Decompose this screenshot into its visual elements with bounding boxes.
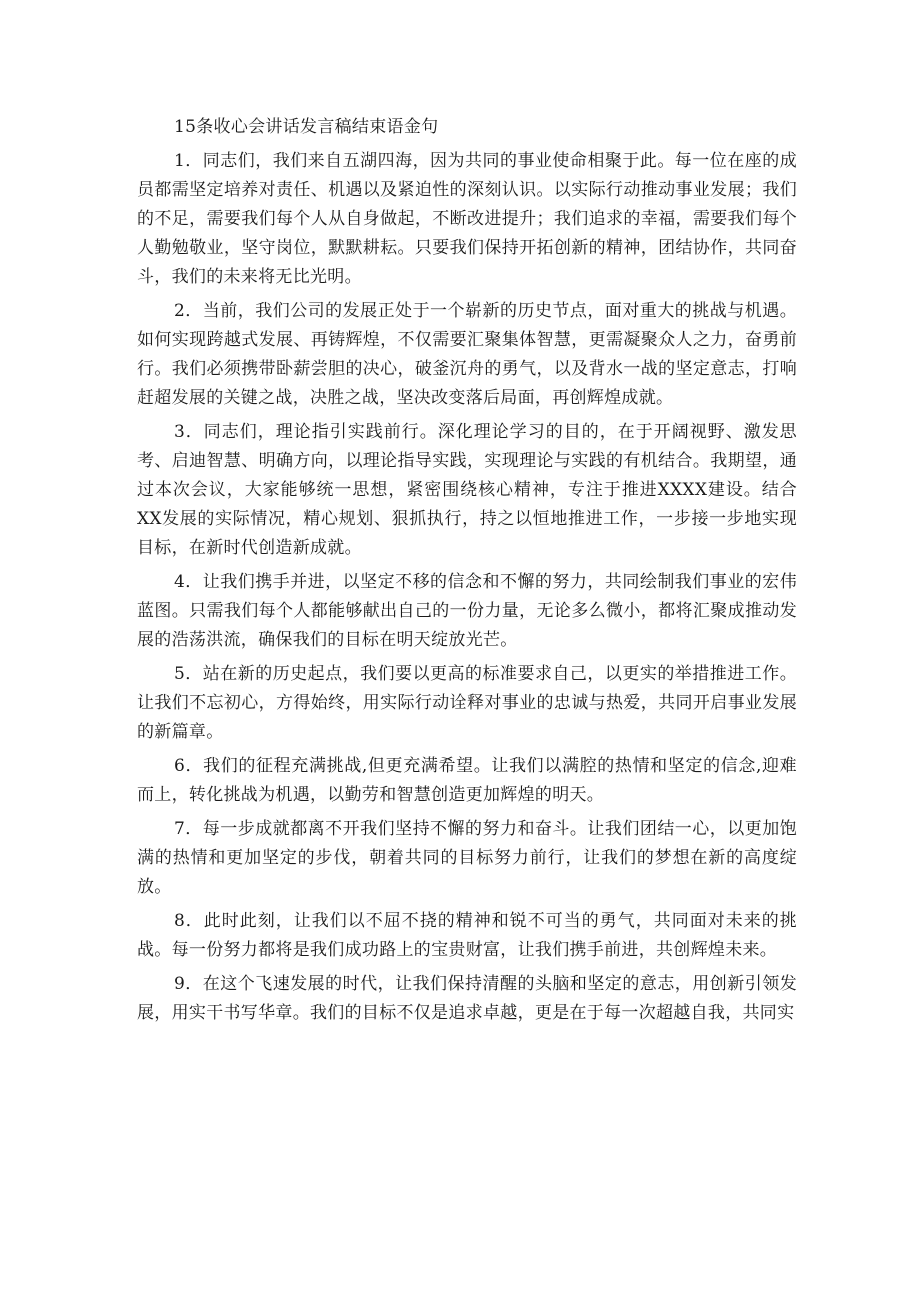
paragraph-4: 4．让我们携手并进，以坚定不移的信念和不懈的努力，共同绘制我们事业的宏伟蓝图。只需我们每个人都能够献出自己的一份力量，无论多么微小，都将汇聚成推动发展的浩荡洪流，确保我们的目标在明天绽放光芒。	[137, 572, 797, 650]
paragraph-5: 5．站在新的历史起点，我们要以更高的标准要求自己，以更实的举措推进工作。让我们不忘初心，方得始终，用实际行动诠释对事业的忠诚与热爱，共同开启事业发展的新篇章。	[137, 664, 797, 742]
paragraph-8: 8．此时此刻，让我们以不屈不挠的精神和锐不可当的勇气，共同面对未来的挑战。每一份努力都将是我们成功路上的宝贵财富，让我们携手前进，共创辉煌未来。	[137, 911, 797, 960]
paragraph-2: 2．当前，我们公司的发展正处于一个崭新的历史节点，面对重大的挑战与机遇。如何实现跨越式发展、再铸辉煌，不仅需要汇聚集体智慧，更需凝聚众人之力，奋勇前行。我们必须携带卧薪尝胆的决心，破釜沉舟的勇气，以及背水一战的坚定意志，打响赶超发展的关键之战，决胜之战，坚决改变落后局面，再创辉煌成就。	[137, 301, 797, 408]
document-title: 15条收心会讲话发言稿结束语金句	[174, 117, 439, 137]
paragraph-3: 3．同志们，理论指引实践前行。深化理论学习的目的，在于开阔视野、激发思考、启迪智慧、明确方向，以理论指导实践，实现理论与实践的有机结合。我期望，通过本次会议，大家能够统一思想，紧密围绕核心精神，专注于推进XXXX建设。结合XX发展的实际情况，精心规划、狠抓执行，持之以恒地推进工作，一步接一步地实现目标，在新时代创造新成就。	[137, 422, 797, 558]
paragraph-1: 1．同志们，我们来自五湖四海，因为共同的事业使命相聚于此。每一位在座的成员都需坚定培养对责任、机遇以及紧迫性的深刻认识。以实际行动推动事业发展；我们的不足，需要我们每个人从自身做起，不断改进提升；我们追求的幸福，需要我们每个人勤勉敬业，坚守岗位，默默耕耘。只要我们保持开拓创新的精神，团结协作，共同奋斗，我们的未来将无比光明。	[137, 151, 797, 287]
paragraph-7: 7．每一步成就都离不开我们坚持不懈的努力和奋斗。让我们团结一心，以更加饱满的热情和更加坚定的步伐，朝着共同的目标努力前行，让我们的梦想在新的高度绽放。	[137, 819, 797, 897]
document-body	[137, 113, 797, 1033]
paragraph-6: 6．我们的征程充满挑战,但更充满希望。让我们以满腔的热情和坚定的信念,迎难而上，转化挑战为机遇，以勤劳和智慧创造更加辉煌的明天。	[137, 756, 797, 805]
paragraph-9: 9．在这个飞速发展的时代，让我们保持清醒的头脑和坚定的意志，用创新引领发展，用实干书写华章。我们的目标不仅是追求卓越，更是在于每一次超越自我，共同实	[137, 974, 797, 1023]
